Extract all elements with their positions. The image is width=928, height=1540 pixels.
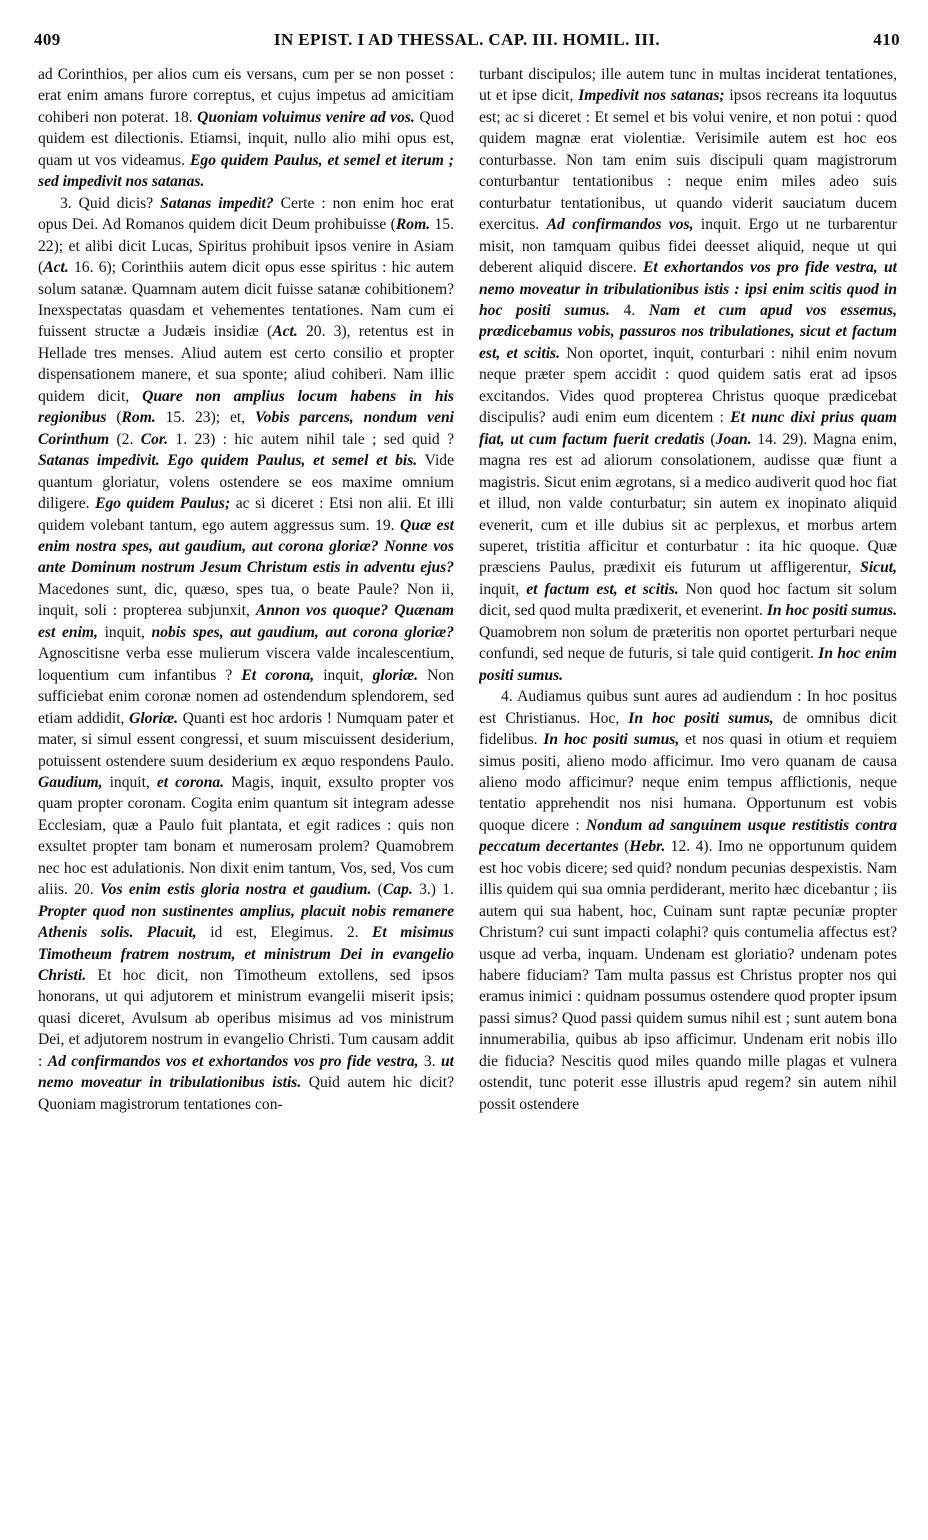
italic-run: Ad confirmandos vos et exhortandos vos pro fide vestra, bbox=[47, 1052, 419, 1070]
italic-run: Act. bbox=[43, 259, 69, 277]
italic-run: Sicut, bbox=[860, 559, 897, 577]
italic-run: In hoc positi sumus. bbox=[766, 602, 897, 620]
italic-run: In hoc positi sumus, bbox=[628, 709, 774, 727]
text-run: inquit. Ergo ut ne turbarentur misit, non tamquam quibus fidei deesset aliquid, neque ut qui deberent aliquid discere. bbox=[479, 216, 897, 277]
italic-run: Cap. bbox=[382, 881, 413, 899]
text-run: inquit, bbox=[102, 773, 157, 791]
italic-run: Satanas impedivit. Ego quidem Paulus, et semel et bis. bbox=[38, 452, 418, 470]
text-run: inquit, bbox=[97, 623, 152, 641]
text-run: 14. 29). Magna enim, magna res est ad aliorum consolationem, audisse quæ fiunt a magistris. Sicut enim ægrotans, si a medico audiverit quod hoc fiat et illud, non valde conturbatur; sin autem ex inopinato aliquid evenerit, cum et ille dubius sit ac perplexus, et morbus artem superet, tristitia afficitur et conturbatur : ita hic quoque. Quæ præsciens Paulus, prædixit eis futurum ut affligerentur, bbox=[479, 430, 897, 577]
text-run: ipsos recreans ita loquutus est; ac si diceret : Et semel et bis volui venire, et non potui : quod quidem magnæ erat violentiæ. Verisimile autem est hoc eos conturbasse. Non tam enim suis discipuli quam magistrorum conturbantur tentationibus : neque enim miles adeo suis conturbatur tentationibus, ut quando viderit sauciatum ducem exercitus. bbox=[479, 87, 897, 234]
italic-run: Ego quidem Paulus, et semel et iterum ; sed impedivit nos satanas. bbox=[38, 151, 454, 191]
text-run: 4. bbox=[609, 301, 649, 319]
italic-run: Gloriæ. bbox=[129, 709, 179, 727]
text-run: 1. 23) : hic autem nihil tale ; sed quid ? bbox=[168, 430, 454, 448]
text-run: 16. 6); Corinthiis autem dicit opus esse spiritus : hic autem solum satanæ. Quamnam autem dicit fuisse satanæ cohibitionem? Inexspectatas quasdam et vehementes tentationes. Nam cum ei fuissent structæ a Judæis insidiæ ( bbox=[38, 259, 454, 341]
italic-run: ut nemo moveatur in tribulationibus istis. bbox=[38, 1052, 454, 1092]
text-run: 20. 3), retentus est in Hellade tres menses. Aliud autem est certo consilio et propter dispensationem manere, et sua sponte; aliud cohiberi. Nam illic quidem dicit, bbox=[38, 323, 454, 405]
text-run: 15. 23); et, bbox=[155, 409, 255, 427]
text-run: de omnibus dicit fidelibus. bbox=[479, 709, 897, 749]
text-run: ( bbox=[618, 838, 630, 856]
text-run: 3. bbox=[418, 1052, 441, 1070]
italic-run: Ad confirmandos vos, bbox=[546, 216, 694, 234]
text-run: 3. Quid dicis? bbox=[60, 194, 161, 212]
italic-run: Et corona, bbox=[241, 666, 315, 684]
text-run: Agnoscitisne verba esse mulierum viscera valde incalescentium, loquentium cum infantibus ? bbox=[38, 645, 454, 684]
text-run: ad Corinthios, per alios cum eis versans, cum per se non posset : erat enim amans furore correptus, et cujus impetus ad amicitiam cohiberi non poterat. 18. bbox=[38, 66, 454, 126]
italic-run: Quoniam voluimus venire ad vos. bbox=[197, 108, 415, 126]
text-run: id est, Elegimus. 2. bbox=[196, 924, 373, 942]
italic-run: Rom. bbox=[395, 216, 431, 234]
text-run: inquit, bbox=[314, 666, 373, 684]
text-run: (2. bbox=[109, 430, 141, 448]
text-run: Magis, inquit, exsulto propter vos quam propter coronam. Cogita enim quantum sit integram adesse Ecclesiam, quæ a Paulo fuit plantata, et egit radices : quis non exsultet propter tam bonam et numerosam prolem? Quamobrem nec hoc est adulationis. Non dixit enim tantum, Vos, sed, Vos cum aliis. 20. bbox=[38, 773, 454, 899]
text-run: 12. 4). Imo ne opportunum quidem est hoc vobis dicere; sed quid? nondum pecunias despexistis. Nam illis quidem qui sua omnia perdiderant, merito hæc dicebantur ; iis autem qui sua habent, hoc, Cuinam sunt raptæ pecuniæ propter Christum? cui sunt impacti colaphi? quis contumelia affectus est? usque ad verba, inquam. Undenam est gloriatio? undenam potes habere fiduciam? Tam multa passus est Christus propter nos qui eramus inimici : quidnam possumus ostendere quod propter ipsum passi simus? Quod passi quidem sumus nihil est ; sunt autem bona innumerabilia, quibus ab ipso afficimur. Undenam erit nobis illo die fiducia? Nescitis quod miles quando mille plagas et vulnera ostendit, tunc poterit esse illustris apud regem? sin autem nihil possit ostendere bbox=[479, 838, 897, 1113]
left-column bbox=[38, 64, 454, 1494]
text-run: 4. Audiamus quibus sunt aures ad audiendum : In hoc positus est Christianus. Hoc, bbox=[479, 688, 897, 727]
text-run: 3.) 1. bbox=[412, 881, 454, 899]
right-column bbox=[479, 64, 897, 1494]
italic-run: Et nunc dixi prius quam fiat, ut cum factum fuerit credatis bbox=[479, 409, 897, 448]
text-run: inquit, bbox=[479, 580, 527, 598]
paragraph bbox=[479, 686, 897, 1115]
text-run: Macedones sunt, dic, quæso, spes tua, o beate Paule? Non ii, inquit, soli : propterea subjunxit, bbox=[38, 580, 454, 620]
italic-run: gloriæ. bbox=[372, 666, 419, 684]
italic-run: Joan. bbox=[715, 430, 752, 448]
italic-run: Nam et cum apud vos essemus, prædicebamus vobis, passuros nos tribulationes, sicut et factum est, et scitis. bbox=[479, 301, 897, 362]
italic-run: et corona. bbox=[156, 773, 225, 791]
text-run: Quod quidem est dilectionis. Etiamsi, inquit, nullo alio mihi opus est, quam ut vos videamus. bbox=[38, 108, 454, 169]
italic-run: Nondum ad sanguinem usque restitistis contra peccatum decertantes bbox=[479, 816, 897, 856]
text-run: Et hoc dicit, non Timotheum extollens, sed ipsos honorans, ut qui adjutorem et ministrum evangelii miserit ipsis; quasi diceret, Avulsum ab operibus misimus ad vos ministrum Dei, et adjutorem nostrum in evangelio Christi. Tum causam addit : bbox=[38, 967, 454, 1070]
italic-run: Act. bbox=[272, 323, 298, 341]
running-title: IN EPIST. I AD THESSAL. CAP. III. HOMIL. III. bbox=[273, 30, 661, 49]
text-run: et nos quasi in otium et requiem simus positi, alieno modo afficimur. Imo vero quanam de causa alieno modo afficimur? neque enim tempus afflictionis, neque tentatio apprehendit nos nisi humana. Opportunum est vobis quoque dicere : bbox=[479, 731, 897, 834]
italic-run: Satanas impedit? bbox=[160, 194, 274, 212]
italic-run: Quare non amplius locum habens in his regionibus bbox=[38, 387, 454, 427]
text-run: Quamobrem non solum de præteritis non oportet perturbari neque confundi, sed neque de futuris, si tale quid contigerit. bbox=[479, 623, 897, 663]
paragraph bbox=[479, 64, 897, 686]
italic-run: Vos enim estis gloria nostra et gaudium. bbox=[100, 881, 372, 899]
text-run: ( bbox=[106, 409, 122, 427]
italic-run: et factum est, et scitis. bbox=[526, 580, 679, 598]
italic-run: In hoc positi sumus, bbox=[543, 731, 680, 749]
text-run: Non oportet, inquit, conturbari : nihil enim novum neque præter spem accidit : quod quidem satis erat ad ipsos excitandos. Vides quod propterea Christus quoque prædicebat discipulis? audi enim eum dicentem : bbox=[479, 344, 897, 427]
text-run: Quanti est hoc ardoris ! Numquam pater et mater, si simul essent congressi, et suum miscuissent desiderium, potuissent ostendere suum desiderium ex æquo respondens Paulo. bbox=[38, 709, 454, 770]
italic-run: In hoc enim positi sumus. bbox=[479, 645, 897, 684]
text-run: Vide quantum gloriatur, volens ostendere se eos maxime omnium diligere. bbox=[38, 452, 454, 513]
italic-run: Impedivit nos satanas; bbox=[578, 87, 725, 105]
text-run: Quid autem hic dicit? Quoniam magistrorum tentationes con- bbox=[38, 1074, 454, 1113]
italic-run: nobis spes, aut gaudium, aut corona gloriæ? bbox=[151, 623, 454, 641]
italic-run: Quæ est enim nostra spes, aut gaudium, aut corona gloriæ? Nonne vos ante Dominum nostrum Jesum Christum estis in adventu ejus? bbox=[38, 516, 454, 577]
text-run: ( bbox=[371, 881, 383, 899]
page-number-left: 409 bbox=[34, 30, 61, 49]
italic-run: Annon vos quoque? Quænam est enim, bbox=[38, 602, 454, 641]
italic-run: Et exhortandos vos pro fide vestra, ut nemo moveatur in tribulationibus istis : ipsi enim scitis quod in hoc positi sumus. bbox=[479, 259, 897, 319]
italic-run: Rom. bbox=[121, 409, 156, 427]
italic-run: Ego quidem Paulus; bbox=[95, 495, 231, 513]
italic-run: Et misimus Timotheum fratrem nostrum, et ministrum Dei in evangelio Christi. bbox=[38, 924, 454, 985]
italic-run: Vobis parcens, nondum veni Corinthum bbox=[38, 409, 454, 448]
italic-run: Hebr. bbox=[629, 838, 666, 856]
italic-run: Gaudium, bbox=[38, 773, 103, 791]
running-header bbox=[34, 30, 900, 56]
page-number-right: 410 bbox=[873, 30, 900, 49]
text-run: Non sufficiebat enim coronæ nomen ad ostendendum splendorem, sed etiam addidit, bbox=[38, 666, 454, 727]
text-run: 15. 22); et alibi dicit Lucas, Spiritus prohibuit ipsos venire in Asiam ( bbox=[38, 216, 454, 277]
paragraph bbox=[38, 193, 454, 1115]
italic-run: Cor. bbox=[140, 430, 169, 448]
paragraph bbox=[38, 64, 454, 193]
text-run: turbant discipulos; ille autem tunc in multas inciderat tentationes, ut et ipse dicit, bbox=[479, 66, 897, 105]
text-run: ( bbox=[704, 430, 716, 448]
text-run: Certe : non enim hoc erat opus Dei. Ad Romanos quidem dicit Deum prohibuisse ( bbox=[38, 194, 454, 234]
italic-run: Propter quod non sustinentes amplius, placuit nobis remanere Athenis solis. Placuit, bbox=[38, 902, 454, 942]
text-run: Non quod hoc factum sit solum dicit, sed quod multa prædixerit, et evenerint. bbox=[479, 580, 897, 620]
text-run: ac si diceret : Etsi non alii. Et illi quidem volebant tantum, ego autem aggressus sum. 19. bbox=[38, 495, 454, 534]
